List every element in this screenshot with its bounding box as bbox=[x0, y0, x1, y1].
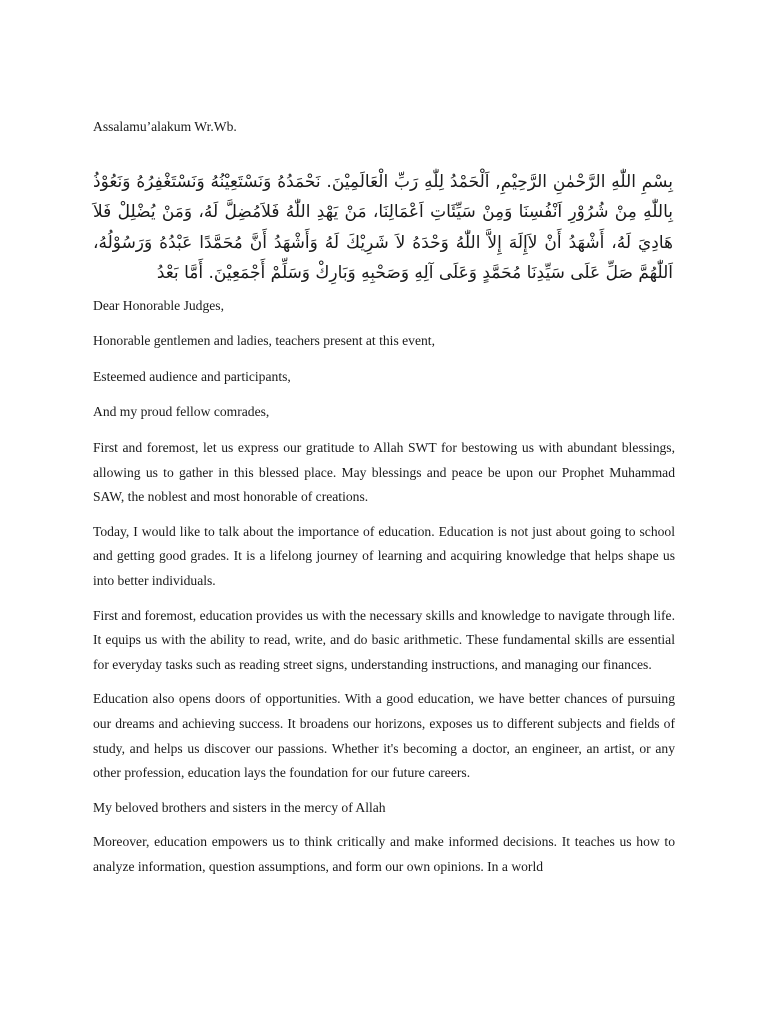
paragraph-opportunities: Education also opens doors of opportunities. With a good education, we have better chances of pursuing our dreams and achieving success. It broadens our horizons, exposes us to different subjects and fields of study, and helps us discover our passions. Whether it's becoming a doctor, an engineer, an artist, or any other profession, education lays the foundation for our future careers. bbox=[93, 691, 675, 781]
salutation-comrades: And my proud fellow comrades, bbox=[93, 404, 270, 420]
paragraph-critical-thinking: Moreover, education empowers us to think critically and make informed decisions. It teaches us how to analyze information, question assumptions, and form our own opinions. In a world bbox=[93, 834, 675, 874]
greeting-line: Assalamu’alakum Wr.Wb. bbox=[93, 119, 237, 134]
salutation-judges: Dear Honorable Judges, bbox=[93, 297, 224, 313]
salutation-gentlemen-ladies: Honorable gentlemen and ladies, teachers present at this event, bbox=[93, 333, 435, 349]
paragraph-address-brothers-sisters: My beloved brothers and sisters in the mercy of Allah bbox=[93, 799, 386, 815]
paragraph-importance-of-education: Today, I would like to talk about the importance of education. Education is not just about going to school and getting good grades. It is a lifelong journey of learning and acquiring knowledge that helps shape us into better individuals. bbox=[93, 523, 675, 588]
paragraph-skills-and-knowledge: First and foremost, education provides us with the necessary skills and knowledge to navigate through life. It equips us with the ability to read, write, and do basic arithmetic. These fundamental skills are essential for everyday tasks such as reading street signs, understanding instructions, and managing our finances. bbox=[93, 607, 675, 672]
salutation-audience: Esteemed audience and participants, bbox=[93, 368, 291, 384]
arabic-opening-prayer: بِسْمِ اللّٰهِ الرَّحْمٰنِ الرَّحِيْمِ, اَلْحَمْدُ لِلّٰهِ رَبِّ الْعَالَمِيْنَ. نَحْمَدُهُ وَنَسْتَعِيْنُهُ وَنَسْتَغْفِرُهُ وَنَعُوْذُ بِاللّٰهِ مِنْ شُرُوْرِ اَنْفُسِنَا وَمِنْ سَيِّئَاتِ اَعْمَالِنَا، مَنْ يَهْدِ اللّٰهُ فَلاَمُضِلَّ لَهُ، وَمَنْ يُضْلِلْ فَلاَ هَادِيَ لَهُ، أَشْهَدُ أَنْ لاَإِلَهَ إِلاَّ اللّٰهُ وَحْدَهُ لاَ شَرِيْكَ لَهُ وَأَشْهَدُ أَنَّ مُحَمَّدًا عَبْدُهُ وَرَسُوْلُهُ، اَللّٰهُمَّ صَلِّ عَلَى سَيِّدِنَا مُحَمَّدٍ وَعَلَى آلِهِ وَصَحْبِهِ وَبَارِكْ وَسَلِّمْ أَجْمَعِيْنَ. أَمَّا بَعْدُ bbox=[93, 171, 673, 284]
paragraph-gratitude: First and foremost, let us express our gratitude to Allah SWT for bestowing us with abundant blessings, allowing us to gather in this blessed place. May blessings and peace be upon our Prophet Muhammad SAW, the noblest and most honorable of creations. bbox=[93, 439, 675, 505]
